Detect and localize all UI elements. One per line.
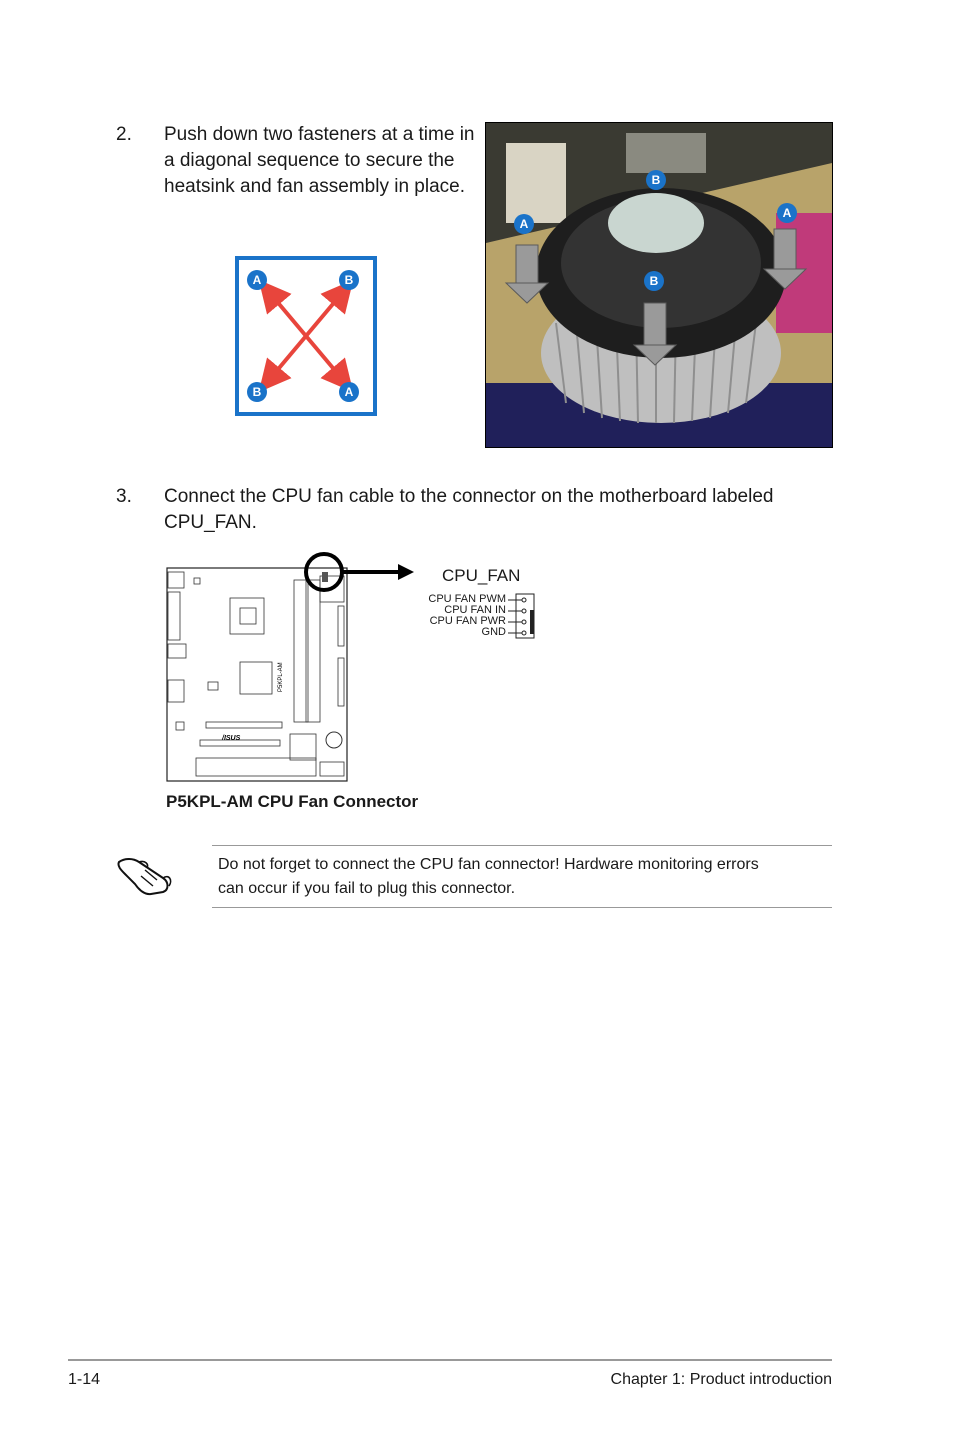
pin-label-4: GND — [481, 626, 506, 638]
badge-bottom-left: B — [247, 382, 267, 402]
connector-pointer-arrowhead — [398, 564, 414, 580]
step-2-number: 2. — [116, 124, 132, 145]
note-text — [218, 853, 828, 901]
heatsink-photo — [485, 122, 833, 448]
badge-top-right: B — [339, 270, 359, 290]
step-3-line-2: CPU_FAN. — [164, 512, 257, 533]
step-2-line-2: a diagonal sequence to secure the — [164, 150, 455, 171]
board-label: P5KPL-AM — [278, 662, 284, 692]
connector-pointer-svg — [300, 550, 420, 600]
connector-highlight-circle — [306, 554, 342, 590]
photo-badge-center-b: B — [644, 271, 664, 291]
badge-top-left: A — [247, 270, 267, 290]
pin-label-3: CPU FAN PWR — [429, 615, 506, 627]
step-2-text — [164, 122, 484, 200]
step-3-line-1: Connect the CPU fan cable to the connector on the motherboard labeled — [164, 486, 774, 507]
step-2-line-3: heatsink and fan assembly in place. — [164, 176, 466, 197]
cpu-fan-title: CPU_FAN — [442, 566, 521, 585]
step-3-text — [164, 484, 844, 536]
figure-caption: P5KPL-AM CPU Fan Connector — [166, 792, 419, 811]
chapter-title: Chapter 1: Product introduction — [610, 1371, 832, 1388]
footer-rule — [68, 1359, 832, 1361]
cpu-fan-connector-svg — [506, 592, 536, 640]
diagonal-sequence-diagram — [235, 256, 377, 416]
brand-logo: /ISUS — [222, 735, 241, 742]
pin-label-1: CPU FAN PWM — [428, 593, 506, 605]
note-line-1: Do not forget to connect the CPU fan connector! Hardware monitoring errors — [218, 856, 759, 873]
note-bottom-rule — [212, 907, 832, 908]
photo-badge-right-a: A — [777, 203, 797, 223]
photo-badge-top-b: B — [646, 170, 666, 190]
hand-pointing-icon — [115, 850, 175, 896]
step-2-line-1: Push down two fasteners at a time in — [164, 124, 475, 145]
note-top-rule — [212, 845, 832, 846]
pin-label-2: CPU FAN IN — [444, 604, 506, 616]
cpu-fan-pin-labels — [380, 594, 506, 638]
note-line-2: can occur if you fail to plug this connector. — [218, 880, 516, 897]
page-number: 1-14 — [68, 1371, 101, 1388]
photo-badge-left-a: A — [514, 214, 534, 234]
step-3-number: 3. — [116, 486, 132, 507]
badge-bottom-right: A — [339, 382, 359, 402]
